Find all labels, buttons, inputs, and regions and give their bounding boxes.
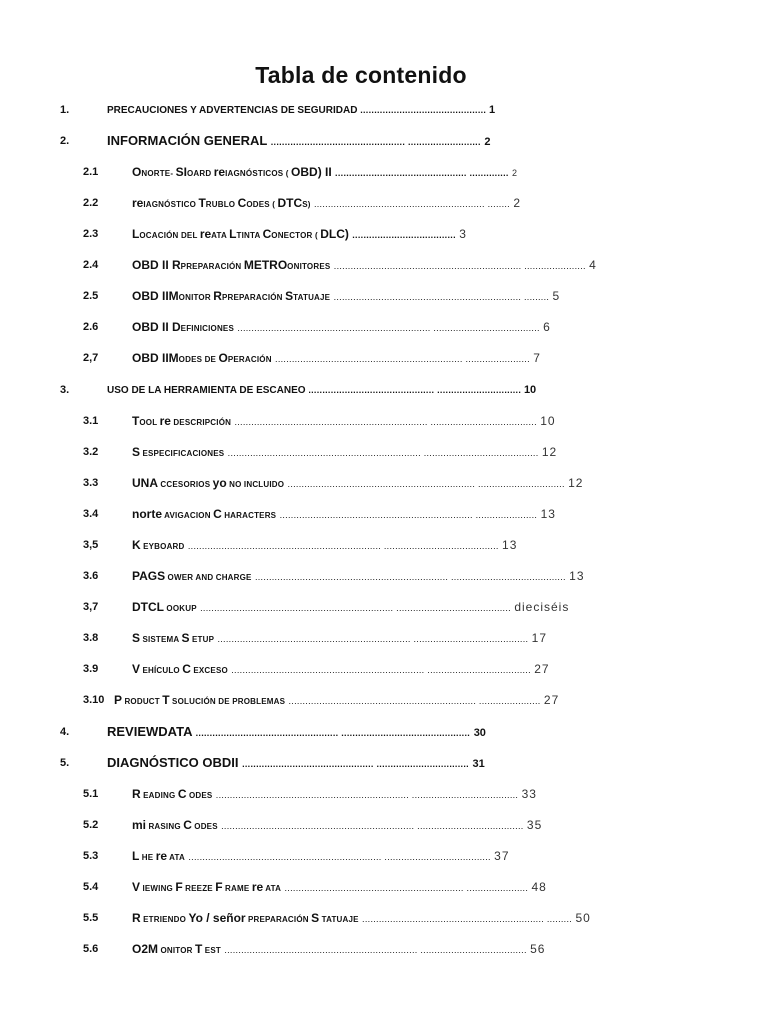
toc-entry-title-part: O <box>218 351 228 365</box>
toc-dot-leader: ..................................................................... ...................................... <box>237 323 540 333</box>
toc-entry-title-part: OOL <box>139 418 160 427</box>
toc-entry-title-part: re <box>213 165 226 179</box>
toc-entry-line <box>132 661 550 679</box>
toc-page-number: 3 <box>459 227 467 241</box>
toc-entry-title-part: re <box>132 196 144 210</box>
toc-entry-title-part: norte <box>132 507 162 521</box>
toc-entry <box>0 724 768 744</box>
toc-entry-number: 5.2 <box>83 819 99 831</box>
toc-entry-line <box>132 506 556 524</box>
toc-dot-leader: ................................................................. ......... <box>362 914 573 924</box>
toc-entry-number: 3.8 <box>83 632 99 644</box>
toc-entry-title-part: HE <box>139 853 156 862</box>
toc-page-number: 2 <box>513 196 522 210</box>
toc-page-number: 13 <box>540 507 556 521</box>
toc-entry-title-part: NORTE- <box>141 169 176 178</box>
toc-entry-number: 5. <box>60 757 70 769</box>
toc-page-number: 31 <box>472 758 485 770</box>
toc-dot-leader: ..................................................................... ......................................... <box>187 541 499 551</box>
toc-entry-line <box>132 537 517 555</box>
toc-entry-title-part: F <box>175 880 183 894</box>
toc-entry-number: 3. <box>60 384 70 396</box>
toc-entry-title-part: TINTA <box>236 231 263 240</box>
toc-page-number: 48 <box>531 880 547 894</box>
toc-entry-title-part: K <box>132 538 141 552</box>
toc-entry-title-part: R <box>132 787 141 801</box>
toc-dot-leader: ................................................... .............................................. <box>195 728 471 738</box>
toc-entry-title-part: R <box>213 289 222 303</box>
toc-entry-title-part: S <box>132 631 141 645</box>
toc-entry <box>0 506 768 526</box>
toc-entry <box>0 133 768 153</box>
toc-dot-leader: ................................................................... ............................... <box>287 479 565 489</box>
toc-entry-title-part: OWER AND CHARGE <box>165 573 252 582</box>
toc-entry-title-part: L <box>229 227 237 241</box>
toc-entry <box>0 755 768 775</box>
toc-page-number: dieciséis <box>514 600 570 614</box>
toc-entry-title-part: CCESORIOS <box>158 480 213 489</box>
toc-entry-title-part: IAGNÓSTICO <box>143 200 199 209</box>
toc-dot-leader: ..................................................................... ......................................... <box>254 572 566 582</box>
toc-entry-number: 5.4 <box>83 881 99 893</box>
toc-entry-title-part: re <box>155 849 168 863</box>
page-title: Tabla de contenido <box>255 62 467 88</box>
toc-entry-title-part: T <box>162 693 170 707</box>
toc-dot-leader: ................................................................ ...................... <box>284 883 529 893</box>
toc-entry-line <box>132 319 551 337</box>
toc-entry-title-part: TATUAJE <box>319 915 359 924</box>
toc-entry-title-part: OBD) II <box>291 165 332 179</box>
toc-entry-title-part: OBD IIM <box>132 351 179 365</box>
toc-entry <box>0 102 768 122</box>
toc-entry-title-part: ATA <box>263 884 282 893</box>
toc-entry-title-part: DTCL <box>132 600 164 614</box>
toc-entry-line <box>132 879 547 897</box>
toc-entry-title-part: S) <box>302 200 311 209</box>
toc-entry <box>0 537 768 557</box>
toc-entry-title-part: S <box>132 445 141 459</box>
toc-entry-number: 5.3 <box>83 850 99 862</box>
toc-entry-title-part: ATA <box>167 853 186 862</box>
toc-dot-leader: ..................................................................... ...................................... <box>224 945 527 955</box>
toc-dot-leader: ............................................................. ........ <box>313 199 510 209</box>
toc-entry-line <box>114 692 559 710</box>
toc-dot-leader: ..................................................................... ......................................... <box>217 634 529 644</box>
toc-entry-line <box>132 630 547 648</box>
toc-entry-title-part: ETRIENDO <box>140 915 189 924</box>
toc-entry-title-part: IEWING <box>140 884 176 893</box>
toc-entry <box>0 848 768 868</box>
toc-entry-title-part: C <box>262 227 272 241</box>
toc-entry-line <box>132 413 556 431</box>
toc-page-number: 12 <box>541 445 558 459</box>
toc-entry-line <box>107 724 486 741</box>
toc-entry-title-part: re <box>159 414 171 428</box>
toc-entry-number: 2.6 <box>83 321 99 333</box>
toc-entry-title-part: DESCRIPCIÓN <box>170 418 232 427</box>
toc-entry-title-part: TATUAJE <box>293 293 331 302</box>
toc-dot-leader: ............................................... ................................. <box>242 759 469 769</box>
toc-dot-leader: ..................................................................... ...................... <box>279 510 538 520</box>
toc-page-number: 37 <box>494 849 510 863</box>
toc-entry-title-part: EST <box>202 946 221 955</box>
toc-entry-number: 5.6 <box>83 943 99 955</box>
toc-dot-leader: ............................................. <box>360 105 487 115</box>
toc-entry-title-part: OOKUP <box>164 604 197 613</box>
toc-entry-title-part: R <box>132 911 141 925</box>
toc-entry-line <box>132 444 557 462</box>
toc-entry-title-part: SOLUCIÓN DE PROBLEMAS <box>169 697 286 706</box>
toc-entry-title-part: ODES <box>186 791 213 800</box>
toc-entry-title-part: C <box>182 662 191 676</box>
toc-page-number: 7 <box>533 351 541 365</box>
toc-entry-title-part: PAGS <box>132 569 166 583</box>
toc-entry-number: 4. <box>60 726 70 738</box>
toc-entry <box>0 910 768 930</box>
toc-entry-title-part: re <box>251 880 264 894</box>
toc-entry-title-part: RAME <box>222 884 252 893</box>
toc-entry <box>0 630 768 650</box>
toc-entry-line <box>132 568 585 586</box>
toc-entry-line <box>132 288 560 306</box>
toc-entry-line <box>132 475 583 493</box>
toc-dot-leader: ..................................................................... ......................................... <box>200 603 511 613</box>
toc-entry <box>0 817 768 837</box>
toc-entry-title-part: DLC) <box>320 227 349 241</box>
toc-entry-title-part: NO INCLUIDO <box>226 480 285 489</box>
toc-entry-title-part: DTC <box>277 196 303 210</box>
toc-entry-title-part: EHÍCULO <box>140 666 183 675</box>
toc-entry-title-part: EXCESO <box>190 666 228 675</box>
toc-dot-leader: ..................................................................... ......................................... <box>227 448 539 458</box>
toc-entry-number: 3,5 <box>83 539 99 551</box>
toc-entry-title-part: HARACTERS <box>221 511 277 520</box>
toc-entry-title-part: ATA <box>211 231 230 240</box>
toc-entry-number: 3.2 <box>83 446 99 458</box>
toc-entry-title-part: T <box>198 196 206 210</box>
toc-entry-title-part: REEZE <box>182 884 216 893</box>
toc-entry-title-part: ODES ( <box>246 200 278 209</box>
toc-entry-number: 3.4 <box>83 508 99 520</box>
toc-entry-line <box>132 350 541 368</box>
toc-entry-number: 2.5 <box>83 290 99 302</box>
toc-page-number: 12 <box>568 476 584 490</box>
toc-dot-leader: ................................................................... ......... <box>333 292 550 302</box>
toc-entry-line <box>132 941 545 959</box>
toc-entry-title-part: EFINICIONES <box>180 324 234 333</box>
toc-entry-title-part: V <box>132 880 141 894</box>
toc-page-number: 13 <box>502 538 518 552</box>
toc-entry-title-part: PREPARACIÓN <box>180 262 244 271</box>
toc-entry <box>0 786 768 806</box>
toc-entry-title-part: V <box>132 662 141 676</box>
toc-entry-title-part: S <box>181 631 190 645</box>
toc-entry-title-part: OBD II R <box>132 258 181 272</box>
toc-dot-leader: ..................................................................... ...................................... <box>234 417 537 427</box>
toc-page-number: 6 <box>543 320 551 334</box>
toc-dot-leader: ................................................................... ...................... <box>288 696 541 706</box>
toc-entry <box>0 941 768 961</box>
toc-entry-line <box>132 817 542 835</box>
toc-entry-line <box>132 226 467 244</box>
toc-entry-number: 3.10 <box>83 694 105 706</box>
toc-entry-title-part: PREPARACIÓN <box>245 915 312 924</box>
toc-entry-line <box>132 848 510 866</box>
toc-entry-title-part: mi <box>132 818 147 832</box>
toc-entry-title-part: METRO <box>243 258 288 272</box>
toc-entry <box>0 444 768 464</box>
toc-entry-title-part: EADING <box>140 791 178 800</box>
toc-entry-title: INFORMACIÓN GENERAL <box>107 133 268 148</box>
toc-entry-title-part: ONECTOR ( <box>271 231 321 240</box>
toc-entry-title-part: L <box>132 227 140 241</box>
toc-entry-title: PRECAUCIONES Y ADVERTENCIAS DE SEGURIDAD <box>107 105 358 116</box>
toc-entry-title-part: PREPARACIÓN <box>221 293 286 302</box>
toc-entry-line <box>132 257 597 275</box>
toc-entry-title-part: T <box>195 942 203 956</box>
toc-entry <box>0 288 768 308</box>
toc-entry <box>0 226 768 246</box>
toc-entry-number: 1. <box>60 104 70 116</box>
toc-entry-title-part: Yo / señor <box>188 911 246 925</box>
toc-dot-leader: ................................................................... ...................... <box>333 261 586 271</box>
toc-entry-title-part: SI <box>175 165 187 179</box>
toc-entry-line <box>132 164 518 182</box>
toc-entry <box>0 257 768 277</box>
toc-entry-title-part: ODES DE <box>178 355 219 364</box>
toc-entry-title-part: ESPECIFICACIONES <box>140 449 225 458</box>
toc-page-number: 1 <box>489 104 496 116</box>
toc-entry-title-part: OCACIÓN DEL <box>139 231 200 240</box>
toc-entry-line <box>107 382 536 399</box>
toc-entry-title-part: P <box>114 693 123 707</box>
toc-entry-title-part: UNA <box>132 476 158 490</box>
toc-entry-line <box>132 786 537 804</box>
toc-entry <box>0 195 768 215</box>
toc-entry <box>0 661 768 681</box>
toc-page-number: 10 <box>523 384 537 396</box>
toc-page-number: 27 <box>534 662 550 676</box>
toc-entry <box>0 879 768 899</box>
toc-entry <box>0 413 768 433</box>
toc-entry-title-part: O <box>132 165 142 179</box>
toc-entry <box>0 350 768 370</box>
toc-entry-number: 5.5 <box>83 912 99 924</box>
toc-entry-number: 2.4 <box>83 259 99 271</box>
toc-entry-title-part: C <box>213 507 222 521</box>
toc-entry-number: 3.6 <box>83 570 99 582</box>
toc-entry-title-part: RUBLO <box>205 200 238 209</box>
toc-entry-title: DIAGNÓSTICO OBDII <box>107 755 239 770</box>
toc-dot-leader: ............................................. .............................. <box>308 385 522 395</box>
toc-dot-leader: ................................................................... ....................... <box>275 354 530 364</box>
toc-entry-title-part: ONITORES <box>287 262 331 271</box>
toc-page-number: 56 <box>530 942 546 956</box>
toc-dot-leader: ............................................... .............. <box>335 168 509 178</box>
toc-entry-number: 3.3 <box>83 477 99 489</box>
toc-entry-title-part: AVIGACION <box>162 511 214 520</box>
toc-entry <box>0 164 768 184</box>
toc-entry-title-part: S <box>311 911 320 925</box>
toc-entry-title-part: OBD II D <box>132 320 181 334</box>
toc-entry-number: 3,7 <box>83 601 99 613</box>
toc-entry-title-part: ONITOR <box>178 293 214 302</box>
toc-dot-leader: ..................................... <box>352 230 456 240</box>
toc-entry-title-part: RODUCT <box>122 697 163 706</box>
toc-page-number: 10 <box>540 414 556 428</box>
toc-page-number: 30 <box>473 727 486 739</box>
toc-entry-title-part: ODES <box>191 822 218 831</box>
toc-entry <box>0 568 768 588</box>
toc-entry-title-part: C <box>177 787 187 801</box>
toc-entry-line <box>132 910 591 928</box>
toc-entry-title-part: S <box>285 289 294 303</box>
toc-entry-title-part: re <box>199 227 212 241</box>
toc-dot-leader: ..................................................................... ...................................... <box>215 790 519 800</box>
toc-entry-title-part: OARD <box>186 169 214 178</box>
toc-entry-number: 3.1 <box>83 415 99 427</box>
toc-entry-number: 2. <box>60 135 70 147</box>
toc-dot-leader: ..................................................................... ...................................... <box>221 821 524 831</box>
toc-page-number: 33 <box>521 787 537 801</box>
toc-page-number: 2 <box>484 136 491 148</box>
toc-page-number: 2 <box>512 168 519 178</box>
toc-entry-number: 2.3 <box>83 228 99 240</box>
toc-entry-title-part: RASING <box>146 822 184 831</box>
toc-entry-title: USO DE LA HERRAMIENTA DE ESCANEO <box>107 385 306 396</box>
toc-entry-title-part: ONITOR <box>158 946 196 955</box>
toc-page-number: 17 <box>531 631 548 645</box>
toc-entry <box>0 692 768 712</box>
toc-entry-title-part: IAGNÓSTICOS ( <box>225 169 292 178</box>
toc-entry-title: REVIEWDATA <box>107 724 192 739</box>
toc-entry <box>0 319 768 339</box>
toc-page-number: 4 <box>589 258 597 272</box>
toc-entry-line <box>132 195 521 213</box>
toc-entry-line <box>107 133 491 150</box>
toc-dot-leader: ..................................................................... ..................................... <box>231 665 531 675</box>
toc-entry-title-part: F <box>215 880 223 894</box>
toc-page-number: 13 <box>569 569 585 583</box>
toc-entry-title-part: T <box>132 414 140 428</box>
toc-entry-number: 3.9 <box>83 663 99 675</box>
toc-entry-title-part: OBD IIM <box>132 289 179 303</box>
toc-entry-title-part: SISTEMA <box>140 635 182 644</box>
toc-dot-leader: ..................................................................... ...................................... <box>188 852 491 862</box>
toc-entry <box>0 475 768 495</box>
toc-dot-leader: ................................................ .......................... <box>270 137 481 147</box>
toc-page-number: 27 <box>543 693 560 707</box>
toc-page-number: 35 <box>526 818 543 832</box>
toc-page-number: 5 <box>552 289 561 303</box>
toc-entry-number: 2,7 <box>83 352 99 364</box>
toc-entry-number: 2.2 <box>83 197 99 209</box>
toc-entry <box>0 599 768 619</box>
toc-entry-title-part: EYBOARD <box>140 542 185 551</box>
toc-page-number: 50 <box>575 911 591 925</box>
toc-entry-title-part: L <box>132 849 140 863</box>
toc-entry-title-part: yo <box>212 476 227 490</box>
toc-entry-title-part: C <box>183 818 192 832</box>
toc-entry-line <box>132 599 569 617</box>
toc-entry-title-part: PERACIÓN <box>227 355 272 364</box>
toc-entry-title-part: ETUP <box>189 635 215 644</box>
toc-entry-title-part: O2M <box>132 942 159 956</box>
toc-entry <box>0 382 768 402</box>
toc-entry-line <box>107 102 495 119</box>
toc-entry-title-part: C <box>237 196 247 210</box>
toc-entry-number: 5.1 <box>83 788 99 800</box>
toc-entry-number: 2.1 <box>83 166 99 178</box>
toc-entry-line <box>107 755 485 772</box>
